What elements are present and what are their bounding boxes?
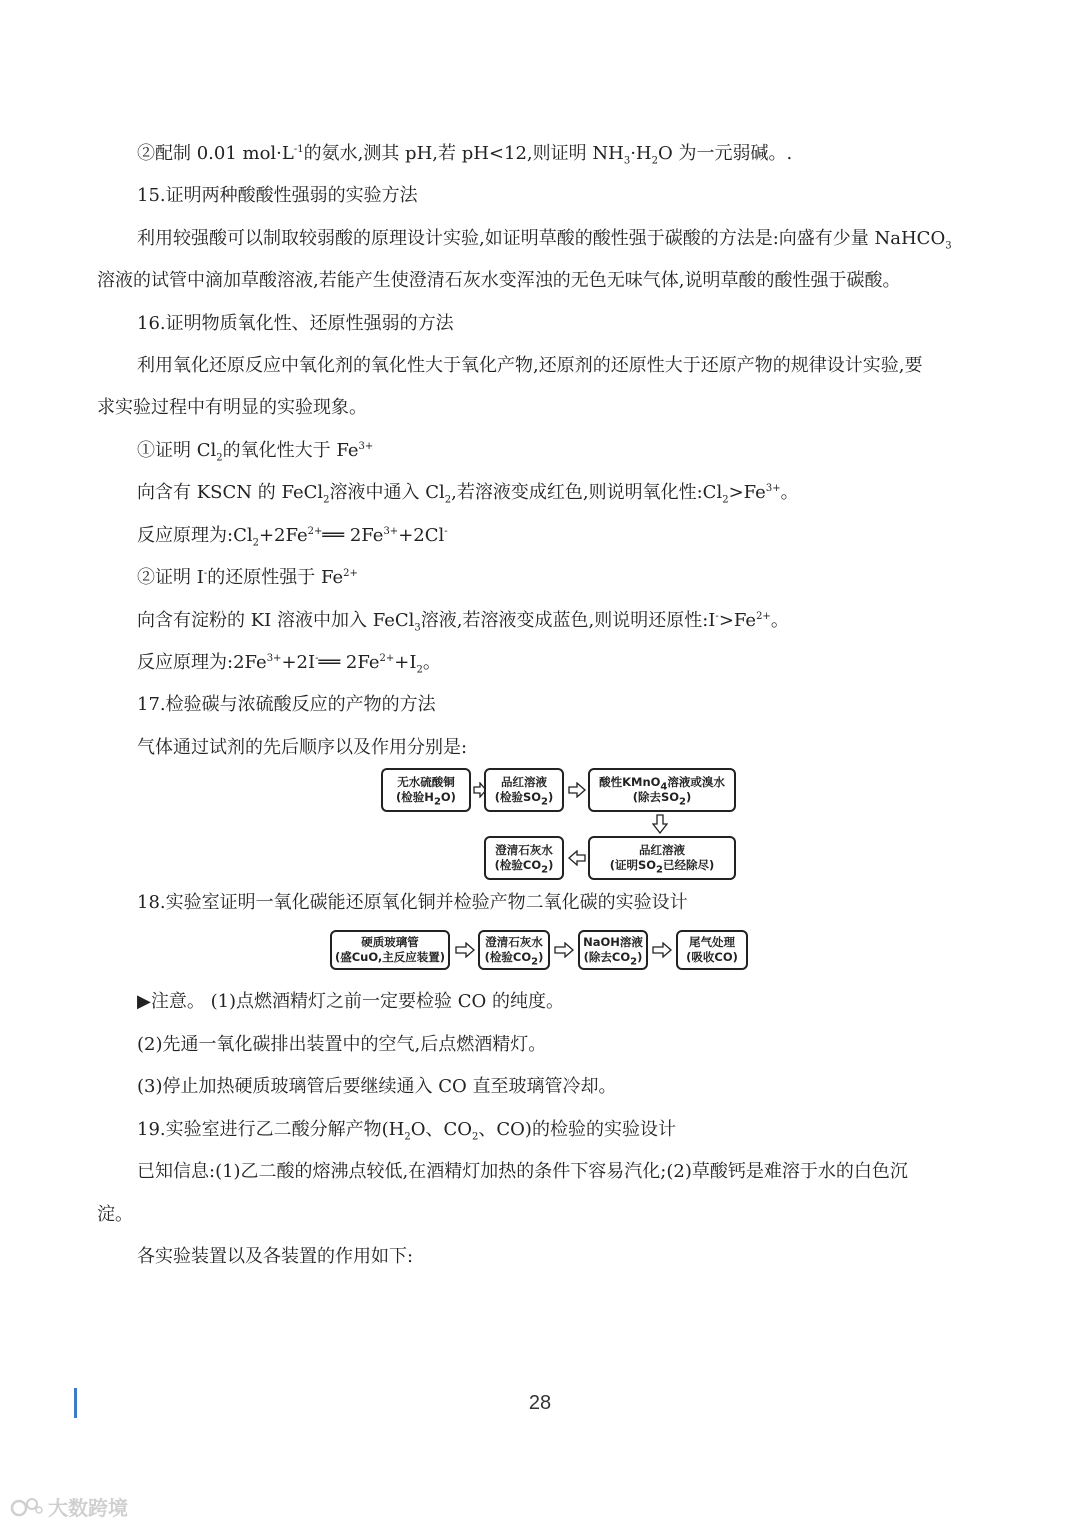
arrow-down-icon (652, 814, 668, 834)
flow18-box-limewater: 澄清石灰水 (检验$CO_2$) (478, 930, 550, 970)
reaction-equation-1: 反应原理为$:Cl_2+2Fe^{2+}══$ $2Fe^{3+}+2Cl^-$ (137, 525, 448, 549)
arrow-left-icon (568, 850, 586, 866)
flow17-box-kmno4: 酸性KMnO$_4$溶液或溴水 (除去$SO_2$) (588, 768, 736, 812)
line-kscn-test: 向含有 KSCN 的 FeCl$_2$溶液中通入 $Cl_2$,若溶液变成红色,则说明氧化性$:Cl_2>Fe^{3+}$。 (137, 482, 799, 506)
arrow-right-icon (455, 942, 475, 958)
heading-18: 18.实验室证明一氧化碳能还原氧化铜并检验产物二氧化碳的实验设计 (137, 892, 688, 913)
heading-16: 16.证明物质氧化性、还原性强弱的方法 (137, 313, 454, 334)
item-iodide-reducing: ②证明 I-的还原性强于 $Fe^{2+}$ (137, 567, 358, 588)
paragraph-16-line1: 利用氧化还原反应中氧化剂的氧化性大于氧化产物,还原剂的还原性大于还原产物的规律设计实验,要 (137, 355, 923, 376)
heading-17: 17.检验碳与浓硫酸反应的产物的方法 (137, 694, 436, 715)
paragraph-17: 气体通过试剂的先后顺序以及作用分别是: (137, 737, 468, 758)
paragraph-19-line2: 淀。 (97, 1204, 133, 1225)
arrow-right-icon (554, 942, 574, 958)
flow17-box-limewater: 澄清石灰水 (检验$CO_2$) (484, 836, 564, 880)
flow18-box-naoh: NaOH溶液 (除去$CO_2$) (578, 930, 648, 970)
arrow-right-icon (568, 782, 586, 798)
flow18-box-tail-gas: 尾气处理 (吸收CO) (676, 930, 748, 970)
item-cl2-oxidizing: ①证明 $Cl_2$的氧化性大于 $Fe^{3+}$ (137, 440, 374, 464)
page-number: 28 (528, 1392, 552, 1414)
flow17-box-magenta-2: 品红溶液 (证明$SO_2$已经除尽) (588, 836, 736, 880)
paragraph-19-line3: 各实验装置以及各装置的作用如下: (137, 1246, 414, 1267)
note-2: (2)先通一氧化碳排出装置中的空气,后点燃酒精灯。 (137, 1034, 547, 1055)
reaction-equation-2: 反应原理为$:2Fe^{3+}+2I^-══$ $2Fe^{2+}+I_2$。 (137, 652, 441, 676)
watermark-text: 大数跨境 (48, 1496, 128, 1520)
heading-19: 19.实验室进行乙二酸分解产物($H_2O$、$CO_2$、CO)的检验的实验设计 (137, 1119, 676, 1143)
note-1: ▶注意。 (1)点燃酒精灯之前一定要检验 CO 的纯度。 (137, 991, 565, 1012)
heading-15: 15.证明两种酸酸性强弱的实验方法 (137, 185, 418, 206)
paragraph-16-line2: 求实验过程中有明显的实验现象。 (97, 397, 367, 418)
paragraph-15-line2: 溶液的试管中滴加草酸溶液,若能产生使澄清石灰水变浑浊的无色无味气体,说明草酸的酸性强于碳酸。 (97, 270, 901, 291)
flow18-box-glass-tube: 硬质玻璃管 (盛CuO,主反应装置) (330, 930, 450, 970)
line-ammonia: ②配制 0.01 $mol\cdot L^{-1}$的氨水,测其 pH,若 pH<12,则证明 $NH_3\cdot H_2O$ 为一元弱碱。. (137, 143, 793, 167)
note-3: (3)停止加热硬质玻璃管后要继续通入 CO 直至玻璃管冷却。 (137, 1076, 617, 1097)
line-ki-test: 向含有淀粉的 KI 溶液中加入 FeCl$_3$溶液,若溶液变成蓝色,则说明还原性$:I^->Fe^{2+}$。 (137, 610, 789, 634)
arrow-right-icon (652, 942, 672, 958)
paragraph-19-line1: 已知信息:(1)乙二酸的熔沸点较低,在酒精灯加热的条件下容易汽化;(2)草酸钙是难溶于水的白色沉 (137, 1161, 908, 1182)
flow17-box-magenta-1: 品红溶液 (检验$SO_2$) (484, 768, 564, 812)
watermark-logo-icon (10, 1496, 44, 1518)
paragraph-15-line1: 利用较强酸可以制取较弱酸的原理设计实验,如证明草酸的酸性强于碳酸的方法是:向盛有少量 NaHCO$_3$ (137, 228, 952, 252)
watermark (10, 1492, 128, 1521)
flow17-box-anhydrous-cuso4: 无水硫酸铜 (检验$H_2O$) (381, 768, 471, 812)
